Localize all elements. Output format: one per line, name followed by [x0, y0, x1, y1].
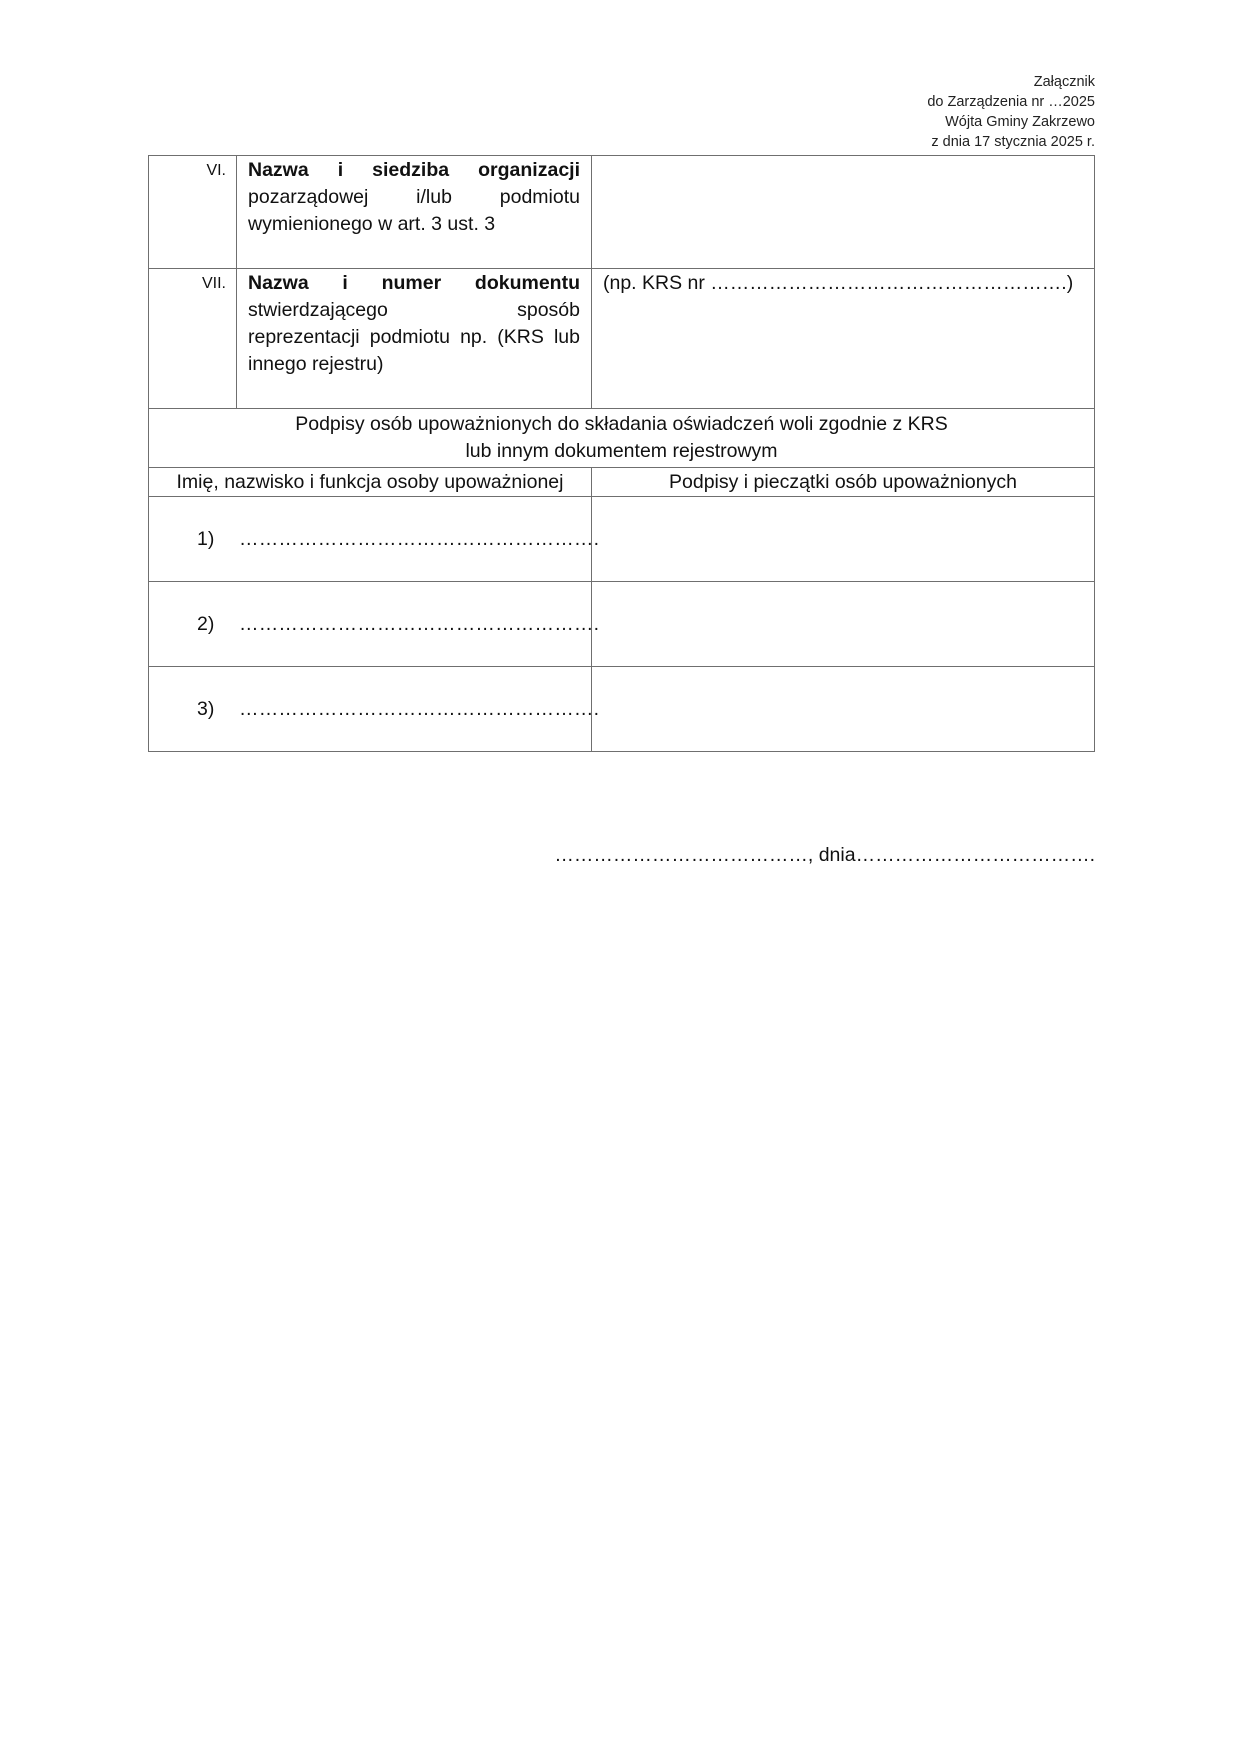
- entry-dotted-line: ……………………………………………….: [239, 527, 600, 550]
- registry-document-field[interactable]: (np. KRS nr ……………………………………………….): [592, 269, 1095, 409]
- application-form-table: [148, 155, 1095, 752]
- signatures-heading: [149, 409, 1095, 468]
- row-number: VII.: [149, 269, 237, 409]
- place-date-line[interactable]: …………………………………, dnia……………………………….: [554, 844, 1095, 866]
- row-label-line: innego rejestru): [248, 353, 384, 375]
- annex-header: [695, 72, 1095, 152]
- entry-dotted-line: ……………………………………………….: [239, 612, 600, 635]
- form-row-vii: [149, 269, 1095, 409]
- annex-issuer: Wójta Gminy Zakrzewo: [945, 114, 1095, 130]
- person-field[interactable]: [149, 582, 600, 667]
- signatures-heading-line: lub innym dokumentem rejestrowym: [465, 440, 778, 462]
- signature-row: [149, 667, 1095, 752]
- row-label-line: pozarządowej i/lub podmiotu: [248, 186, 580, 208]
- signature-field[interactable]: [592, 667, 1095, 752]
- signature-row: [149, 582, 1095, 667]
- signature-row: [149, 497, 1095, 582]
- row-number: VI.: [149, 156, 237, 269]
- form-row-vi: [149, 156, 1095, 269]
- row-label: [237, 156, 592, 269]
- person-field[interactable]: [149, 497, 600, 582]
- entry-number: 3): [197, 697, 215, 720]
- signatures-heading-row: [149, 409, 1095, 468]
- row-label-bold: Nazwa i siedziba organizacji: [248, 159, 580, 181]
- row-label-line: reprezentacji podmiotu np. (KRS lub: [248, 326, 580, 348]
- signature-field[interactable]: [592, 497, 1095, 582]
- row-label-line: stwierdzającego sposób: [248, 299, 580, 321]
- annex-ordinance-ref: do Zarządzenia nr …2025: [927, 94, 1095, 110]
- person-field[interactable]: [149, 667, 600, 752]
- column-header-person: Imię, nazwisko i funkcja osoby upoważnionej: [149, 468, 592, 497]
- annex-title: Załącznik: [1033, 74, 1095, 90]
- annex-date: z dnia 17 stycznia 2025 r.: [931, 134, 1095, 150]
- organization-name-field[interactable]: [592, 156, 1095, 269]
- entry-number: 1): [197, 527, 215, 550]
- row-label: [237, 269, 592, 409]
- row-label-bold: Nazwa i numer dokumentu: [248, 272, 580, 294]
- entry-dotted-line: ……………………………………………….: [239, 697, 600, 720]
- entry-number: 2): [197, 612, 215, 635]
- signatures-column-headers: [149, 468, 1095, 497]
- signatures-heading-line: Podpisy osób upoważnionych do składania oświadczeń woli zgodnie z KRS: [295, 413, 948, 435]
- row-label-line: wymienionego w art. 3 ust. 3: [248, 213, 496, 235]
- column-header-signature: Podpisy i pieczątki osób upoważnionych: [592, 468, 1095, 497]
- signature-field[interactable]: [592, 582, 1095, 667]
